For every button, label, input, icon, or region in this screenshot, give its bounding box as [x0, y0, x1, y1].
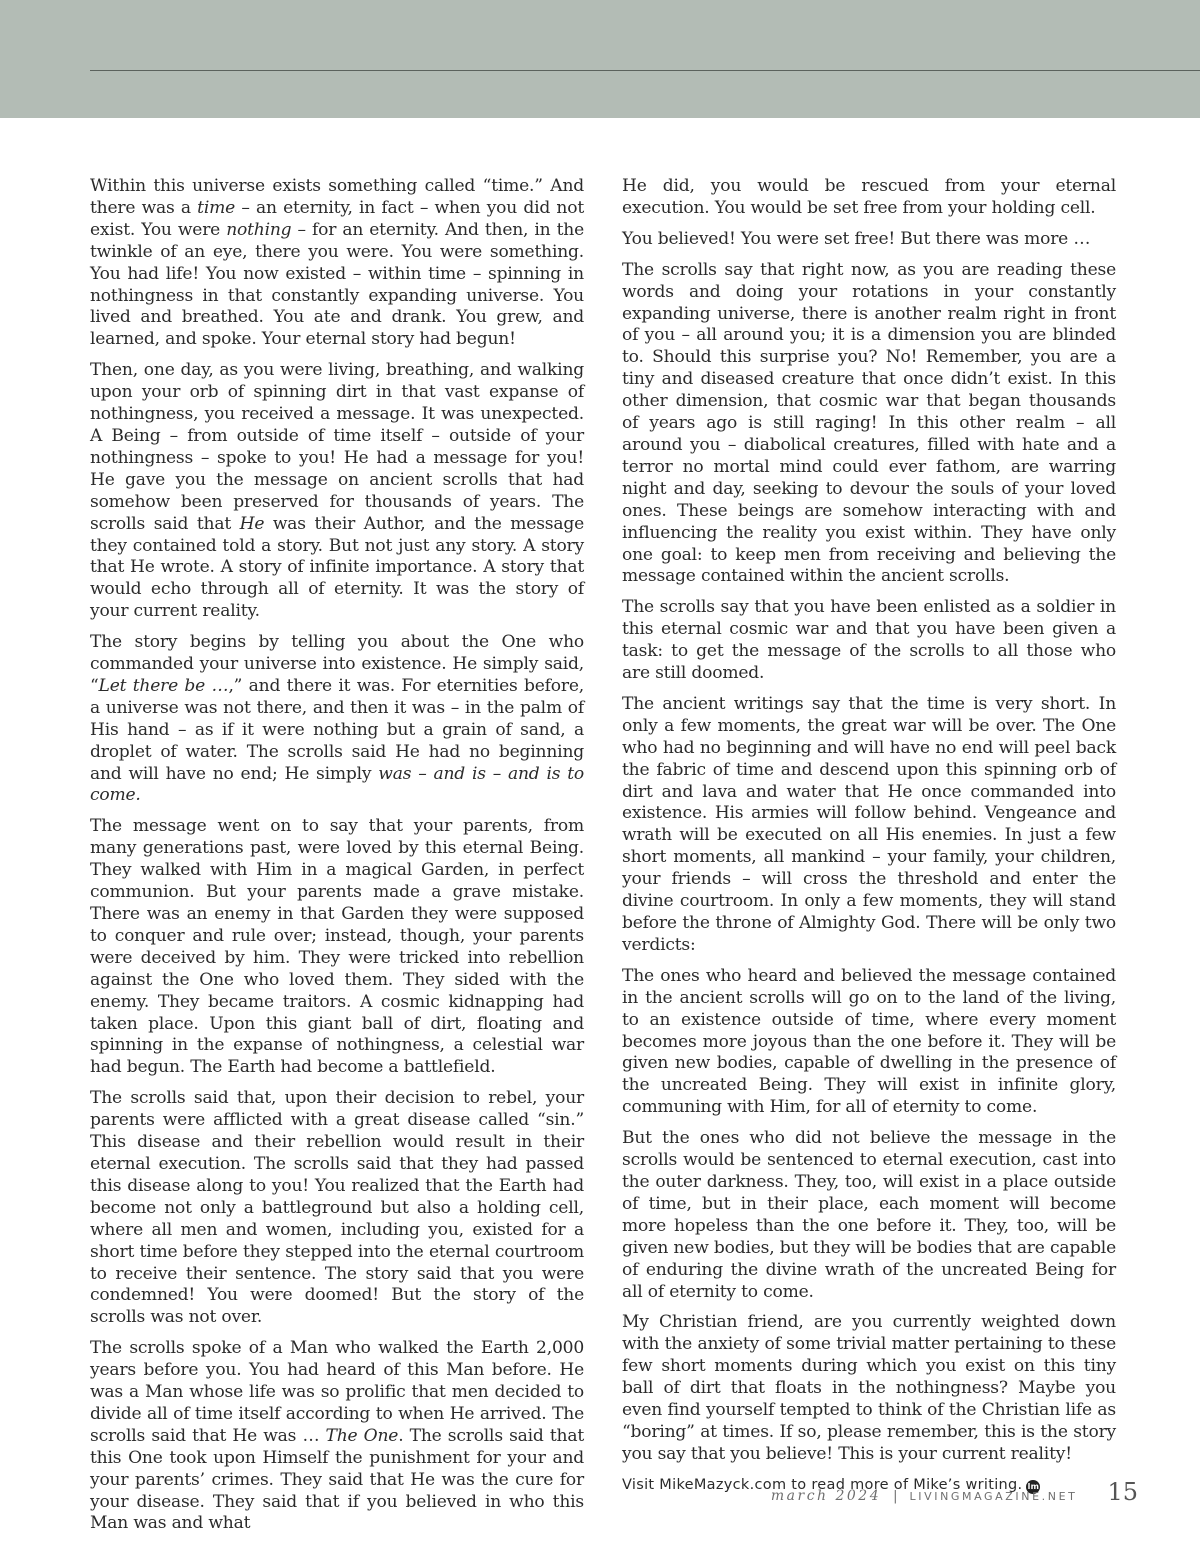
article-paragraph — [622, 966, 1116, 1119]
header-band — [0, 0, 1200, 118]
paragraph-text: Within this universe exists something called “time.” And there was a — [90, 176, 584, 218]
article-paragraph — [90, 632, 584, 807]
italic-text: Let there be … — [98, 675, 229, 696]
italic-text: The One — [325, 1425, 399, 1446]
italic-text: time — [197, 197, 236, 218]
article-paragraph — [622, 597, 1116, 685]
article-paragraph — [90, 176, 584, 351]
paragraph-text: The ones who heard and believed the message contained in the ancient scrolls will go on to the land of the living, to an existence outside of time, where every moment becomes more joyous than the one before it. They will be given new bodies, capable of dwelling in the presence of the uncreated Being. They will exist in infinite glory, communing with Him, for all of eternity to come. — [622, 965, 1116, 1118]
cta-text: Visit MikeMazyck.com to read more of Mike’s writing. — [622, 1476, 1023, 1493]
paragraph-text: My Christian friend, are you currently weighted down with the anxiety of some trivial matter pertaining to these few short moments during which you exist on this tiny ball of dirt that floats in the nothingness? Maybe you even find yourself tempted to think of the Christian life as “boring” at times. If so, please remember, this is the story you say that you believe! This is your current reality! — [622, 1312, 1116, 1464]
article-paragraph — [90, 816, 584, 1079]
article-paragraph — [622, 1312, 1116, 1465]
footer-issue: march 2024 — [770, 1488, 882, 1504]
paragraph-text: The ancient writings say that the time is very short. In only a few moments, the great war will be over. The One who had no beginning and will have no end will peel back the fabric of time and descend upon this spinning orb of dirt and lava and water that He once commanded into existence. His armies will follow behind. Vengeance and wrath will be executed on all His enemies. In just a few short moments, all mankind – your family, your children, your friends – will cross the threshold and enter the divine courtroom. In only a few moments, they will stand before the throne of Almighty God. There will be only two verdicts: — [622, 693, 1116, 955]
italic-text: He — [239, 513, 265, 534]
paragraph-text: The scrolls say that you have been enlisted as a soldier in this eternal cosmic war and that you have been given a task: to get the message of the scrolls to all those who are still doomed. — [622, 597, 1116, 684]
article-paragraph — [622, 260, 1116, 589]
footer-separator: | — [893, 1489, 898, 1504]
article-paragraph — [622, 229, 1116, 251]
paragraph-text: The scrolls say that right now, as you are reading these words and doing your rotations in your constantly expanding universe, there is another realm right in front of you – all around you; it is a dimension you are blinded to. Should this surprise you? No! Remember, you are a tiny and diseased creature that once didn’t exist. In this other dimension, that cosmic war that began thousands of years ago is still raging! In this other realm – all around you – diabolical creatures, filled with hate and a terror no mortal mind could ever fathom, are warring night and day, seeking to devour the souls of your loved ones. These beings are somehow interacting with and influencing the reality you exist within. They have only one goal: to keep men from receiving and believing the message contained within the ancient scrolls. — [622, 259, 1116, 587]
paragraph-text: – an eternity, in fact – when you did not exist. You were — [90, 197, 584, 240]
article-paragraph — [622, 176, 1116, 220]
magazine-logo-icon: lm — [1026, 1480, 1040, 1494]
italic-text: nothing — [226, 219, 292, 240]
paragraph-text: The scrolls spoke of a Man who walked the Earth 2,000 years before you. You had heard of this Man before. He was a Man whose life was so prolific that men decided to divide all of time itself according to when He arrived. The scrolls said that He was … — [90, 1338, 584, 1446]
paragraph-text: The scrolls said that, upon their decision to rebel, your parents were afflicted with a great disease called “sin.” This disease and their rebellion would result in their eternal execution. The scrolls said that they had passed this disease along to you! You realized that the Earth had become not only a battleground but also a holding cell, where all men and women, including you, existed for a short time before they stepped into the eternal courtroom to receive their sentence. The story said that you were condemned! You were doomed! But the story of the scrolls was not over. — [90, 1088, 584, 1328]
article-paragraph — [90, 360, 584, 623]
page-footer — [771, 1478, 1138, 1508]
article-paragraph — [622, 694, 1116, 957]
paragraph-text: Then, one day, as you were living, breathing, and walking upon your orb of spinning dirt in that vast expanse of nothingness, you received a message. It was unexpected. A Being – from outside of time itself – outside of your nothingness – spoke to you! He had a message for you! He gave you the message on ancient scrolls that had somehow been preserved for thousands of years. The scrolls said that — [90, 360, 584, 534]
article-paragraph — [622, 1128, 1116, 1303]
article-column-left — [90, 176, 584, 1544]
paragraph-text: He did, you would be rescued from your eternal execution. You would be set free from your holding cell. — [622, 176, 1116, 218]
paragraph-text: – for an eternity. And then, in the twinkle of an eye, there you were. You were something. You had life! You now existed – within time – spinning in nothingness in that constantly expanding universe. You lived and breathed. You ate and drank. You grew, and learned, and spoke. Your eternal story had begun! — [90, 219, 584, 350]
paragraph-text: The story begins by telling you about the One who commanded your universe into existence. He simply said, “ — [90, 632, 584, 696]
paragraph-text: ,” and there it was. For eternities before, a universe was not there, and then it was – in the palm of His hand – as if it were nothing but a grain of sand, a droplet of water. The scrolls said He had no beginning and will have no end; He simply — [90, 675, 585, 784]
header-rule — [90, 70, 1200, 71]
paragraph-text: was their Author, and the message they contained told a story. But not just any story. A story that He wrote. A story of infinite importance. A story that would echo through all of eternity. It was the story of your current reality. — [90, 513, 584, 622]
paragraph-text: But the ones who did not believe the message in the scrolls would be sentenced to eternal execution, cast into the outer darkness. They, too, will exist in a place outside of time, but in their place, each moment will become more hopeless than the one before it. They, too, will be given new bodies, but they will be bodies that are capable of enduring the divine wrath of the uncreated Being for all of eternity to come. — [622, 1128, 1116, 1302]
footer-site-link[interactable]: LIVINGMAGAZINE.NET — [909, 1490, 1078, 1503]
page-number: 15 — [1107, 1478, 1138, 1506]
article-paragraph — [90, 1088, 584, 1329]
paragraph-text: . The scrolls said that this One took upon Himself the punishment for your and your parents’ crimes. They said that He was the cure for your disease. They said that if you believed in who this Man was and what — [90, 1425, 585, 1534]
paragraph-text: You believed! You were set free! But there was more … — [622, 228, 1091, 249]
article-column-right — [622, 176, 1116, 1497]
paragraph-text: The message went on to say that your parents, from many generations past, were loved by this eternal Being. They walked with Him in a magical Garden, in perfect communion. But your parents made a grave mistake. There was an enemy in that Garden they were supposed to conquer and rule over; instead, though, your parents were deceived by him. They were tricked into rebellion against the One who loved them. They sided with the enemy. They became traitors. A cosmic kidnapping had taken place. Upon this giant ball of dirt, floating and spinning in the expanse of nothingness, a celestial war had begun. The Earth had become a battlefield. — [90, 816, 584, 1078]
article-paragraph — [90, 1338, 584, 1535]
italic-text: was – and is – and is to come. — [90, 763, 584, 806]
